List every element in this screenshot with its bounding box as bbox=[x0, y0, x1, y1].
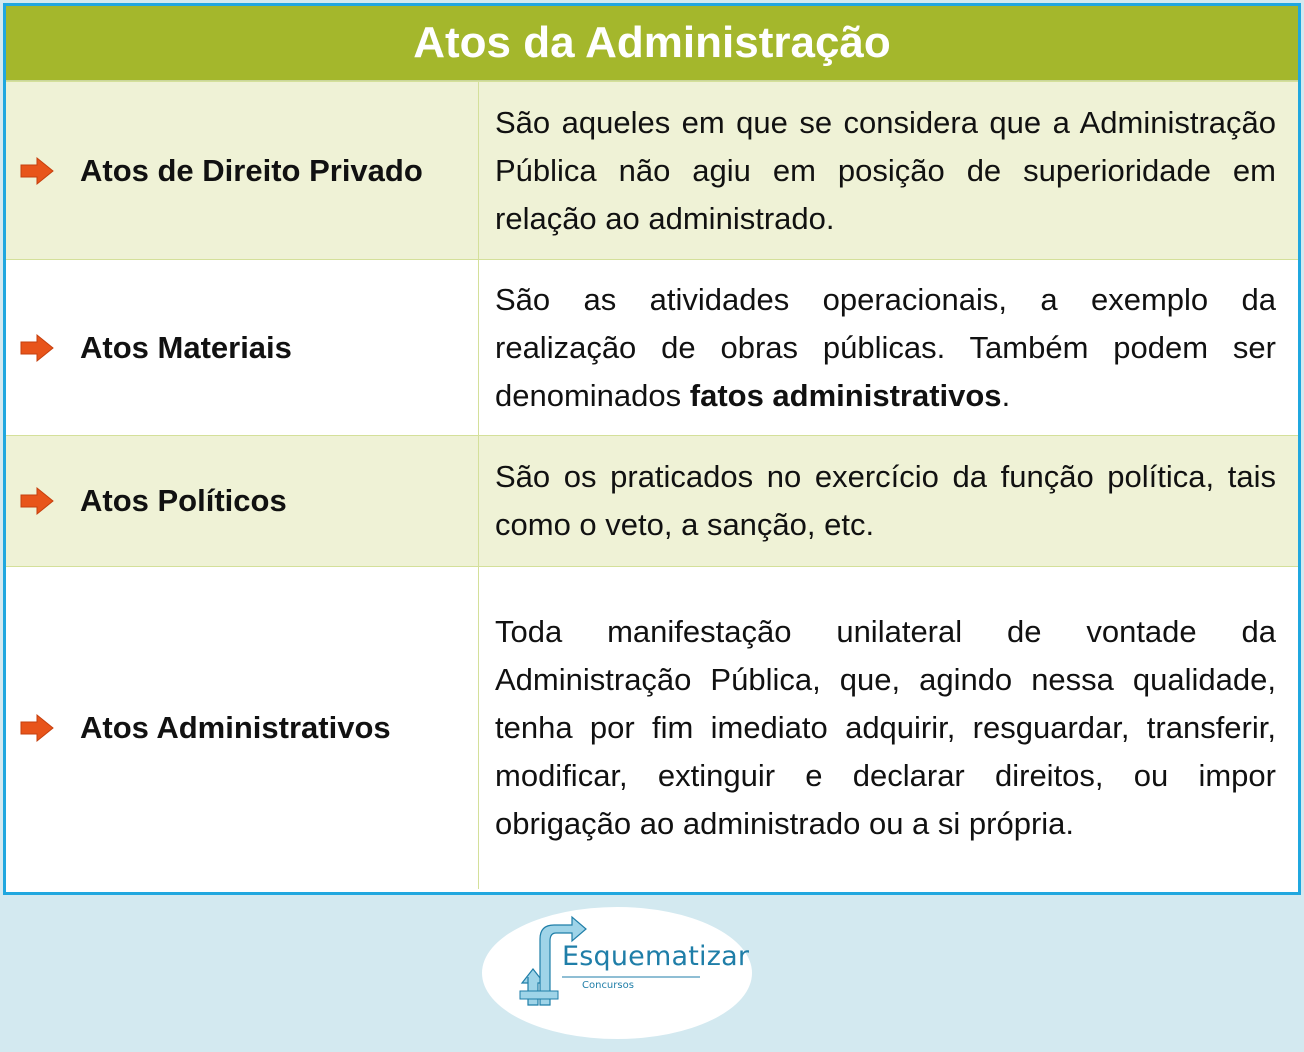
definition-text: Toda manifestação unilateral de vontade da Administração Pública, que, agindo nessa qualidade, tenha por fim imediato adquirir, resguardar, transferir, modificar, extinguir e declarar direitos, ou impor obrigação ao administrado ou a si própria. bbox=[495, 613, 1276, 841]
logo-graphic bbox=[480, 905, 754, 1041]
table-row bbox=[6, 260, 1298, 436]
definition-text: São as atividades operacionais, a exemplo da realização de obras públicas. Também podem ser denominados fatos administrativos. bbox=[495, 281, 1276, 413]
term-cell bbox=[6, 567, 479, 889]
term-cell bbox=[6, 436, 479, 567]
table-row bbox=[6, 436, 1298, 567]
definition-text: São aqueles em que se considera que a Administração Pública não agiu em posição de superioridade em relação ao administrado. bbox=[495, 104, 1276, 236]
table-row bbox=[6, 82, 1298, 260]
term-label: Atos Materiais bbox=[80, 329, 292, 365]
definition-bold: fatos administrativos bbox=[689, 377, 1002, 413]
logo-subtitle: Concursos bbox=[582, 980, 634, 991]
arrow-right-icon bbox=[20, 713, 54, 743]
definition-cell bbox=[479, 82, 1299, 260]
arrow-right-icon bbox=[20, 486, 54, 516]
definitions-table bbox=[6, 81, 1298, 889]
esquematizar-logo bbox=[480, 905, 754, 1041]
term-label: Atos Administrativos bbox=[80, 709, 391, 745]
arrow-right-icon bbox=[20, 156, 54, 186]
page-title: Atos da Administração bbox=[6, 6, 1298, 81]
definition-cell bbox=[479, 260, 1299, 436]
term-label: Atos Políticos bbox=[80, 483, 287, 518]
content-frame bbox=[3, 3, 1301, 895]
term-label: Atos de Direito Privado bbox=[80, 152, 423, 188]
term-cell bbox=[6, 260, 479, 436]
table-row bbox=[6, 567, 1298, 889]
arrow-right-icon bbox=[20, 333, 54, 363]
definition-text: São os praticados no exercício da função política, tais como o veto, a sanção, etc. bbox=[495, 459, 1276, 542]
definition-cell bbox=[479, 436, 1299, 567]
logo-name: Esquematizar bbox=[562, 941, 750, 972]
term-cell bbox=[6, 82, 479, 260]
definition-cell bbox=[479, 567, 1299, 889]
